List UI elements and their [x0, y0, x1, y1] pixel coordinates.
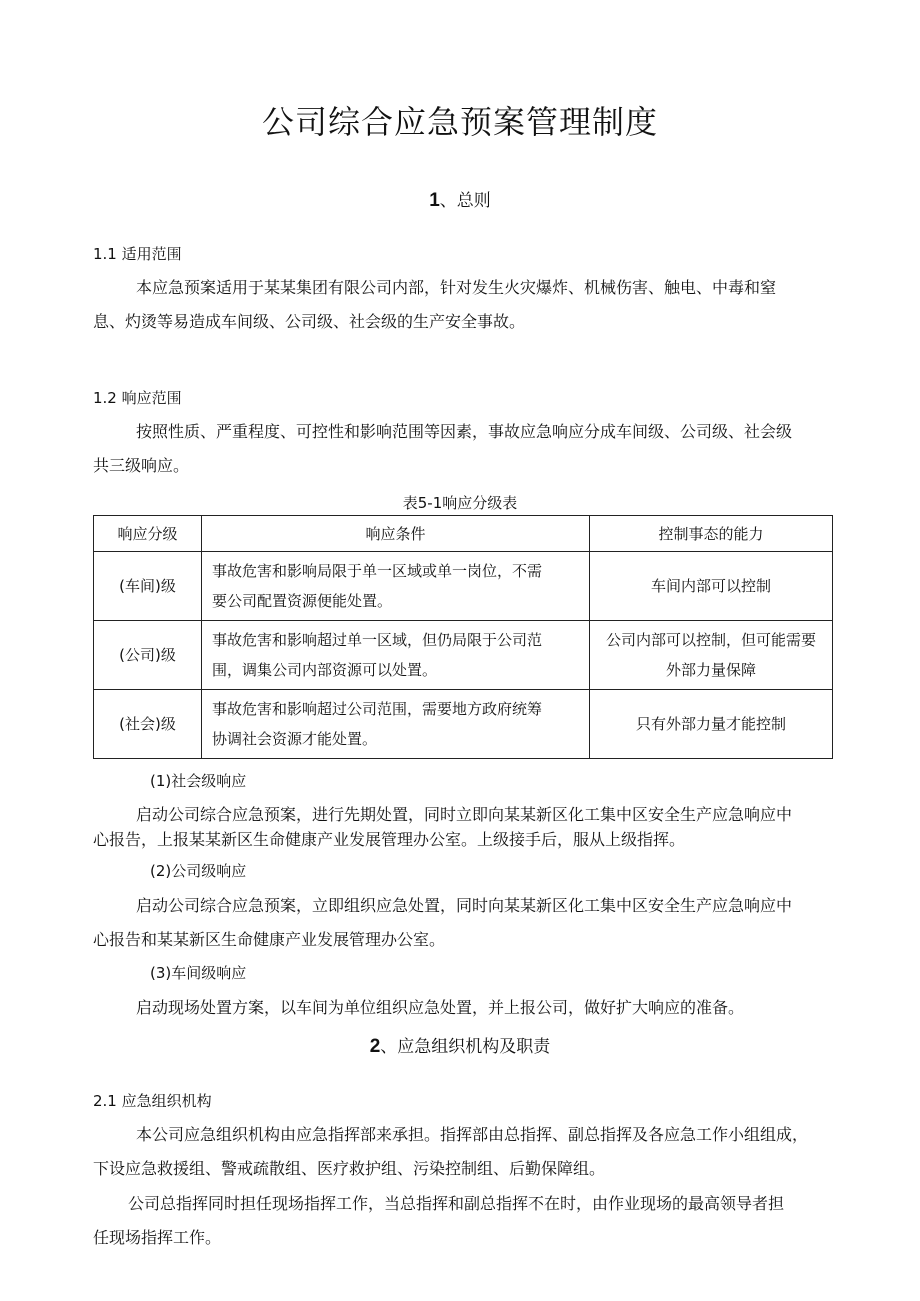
- paragraph-2-1-p2-line2: 任现场指挥工作。: [93, 1228, 222, 1247]
- response-company-line1: 启动公司综合应急预案，立即组织应急处置，同时向某某新区化工集中区安全生产应急响应中: [136, 896, 793, 915]
- table-header-row: [94, 516, 833, 552]
- condition-line: 围，调集公司内部资源可以处置。: [212, 661, 438, 679]
- condition-line: 事故危害和影响局限于单一区域或单一岗位，不需: [212, 562, 543, 580]
- capacity-line: 公司内部可以控制，但可能需要: [605, 631, 816, 649]
- response-social-line2: 心报告，上报某某新区生命健康产业发展管理办公室。上级接手后，服从上级指挥。: [93, 830, 686, 849]
- table-header-capacity: 控制事态的能力: [590, 516, 833, 552]
- table-cell-capacity: [590, 552, 833, 621]
- section-2-title: 、应急组织机构及职责: [380, 1037, 551, 1057]
- response-workshop-label: (3)车间级响应: [150, 964, 247, 982]
- paragraph-1-2-line1: 按照性质、严重程度、可控性和影响范围等因素，事故应急响应分成车间级、公司级、社会级: [136, 422, 793, 441]
- response-social-line1: 启动公司综合应急预案，进行先期处置，同时立即向某某新区化工集中区安全生产应急响应中: [136, 805, 793, 824]
- response-company-line2: 心报告和某某新区生命健康产业发展管理办公室。: [93, 930, 446, 949]
- document-title: 公司综合应急预案管理制度: [261, 103, 658, 141]
- paragraph-2-1-p1-line2: 下设应急救援组、警戒疏散组、医疗救护组、污染控制组、后勤保障组。: [93, 1159, 606, 1178]
- paragraph-1-1-line1: 本应急预案适用于某某集团有限公司内部，针对发生火灾爆炸、机械伤害、触电、中毒和窒: [136, 278, 777, 297]
- table-cell-level: (公司)级: [94, 621, 202, 690]
- table-row: [94, 690, 833, 759]
- section-1-heading: [0, 189, 920, 213]
- table-caption: 表5-1响应分级表: [402, 494, 518, 512]
- section-1-title: 、总则: [439, 191, 491, 211]
- table-row: [94, 552, 833, 621]
- response-workshop-line1: 启动现场处置方案，以车间为单位组织应急处置，并上报公司，做好扩大响应的准备。: [136, 998, 745, 1017]
- subsection-1-2-heading: 1.2 响应范围: [93, 389, 182, 407]
- response-level-table: [93, 515, 833, 759]
- section-2-heading: [0, 1035, 920, 1059]
- condition-line: 事故危害和影响超过公司范围，需要地方政府统筹: [212, 700, 543, 718]
- condition-line: 事故危害和影响超过单一区域，但仍局限于公司范: [212, 631, 543, 649]
- table-cell-capacity: [590, 621, 833, 690]
- condition-line: 协调社会资源才能处置。: [212, 730, 378, 748]
- section-2-number: 2: [369, 1036, 381, 1057]
- table-cell-level: (车间)级: [94, 552, 202, 621]
- capacity-line: 只有外部力量才能控制: [635, 715, 786, 733]
- table-cell-level: (社会)级: [94, 690, 202, 759]
- table-row: [94, 621, 833, 690]
- paragraph-2-1-p1-line1: 本公司应急组织机构由应急指挥部来承担。指挥部由总指挥、副总指挥及各应急工作小组组成，: [136, 1125, 809, 1144]
- condition-line: 要公司配置资源便能处置。: [212, 592, 393, 610]
- table-cell-condition: [202, 621, 590, 690]
- capacity-line: 车间内部可以控制: [650, 577, 771, 595]
- table-cell-condition: [202, 690, 590, 759]
- paragraph-1-2-line2: 共三级响应。: [93, 456, 190, 475]
- table-cell-capacity: [590, 690, 833, 759]
- table-cell-condition: [202, 552, 590, 621]
- response-company-label: (2)公司级响应: [150, 862, 247, 880]
- table-header-level: 响应分级: [94, 516, 202, 552]
- section-1-number: 1: [429, 190, 440, 211]
- paragraph-1-1-line2: 息、灼烫等易造成车间级、公司级、社会级的生产安全事故。: [93, 312, 526, 331]
- paragraph-2-1-p2-line1: 公司总指挥同时担任现场指挥工作，当总指挥和副总指挥不在时，由作业现场的最高领导者担: [128, 1194, 785, 1213]
- capacity-line: 外部力量保障: [665, 661, 756, 679]
- table-header-condition: 响应条件: [202, 516, 590, 552]
- response-social-label: (1)社会级响应: [150, 772, 247, 790]
- subsection-1-1-heading: 1.1 适用范围: [93, 245, 182, 263]
- subsection-2-1-heading: 2.1 应急组织机构: [93, 1092, 212, 1110]
